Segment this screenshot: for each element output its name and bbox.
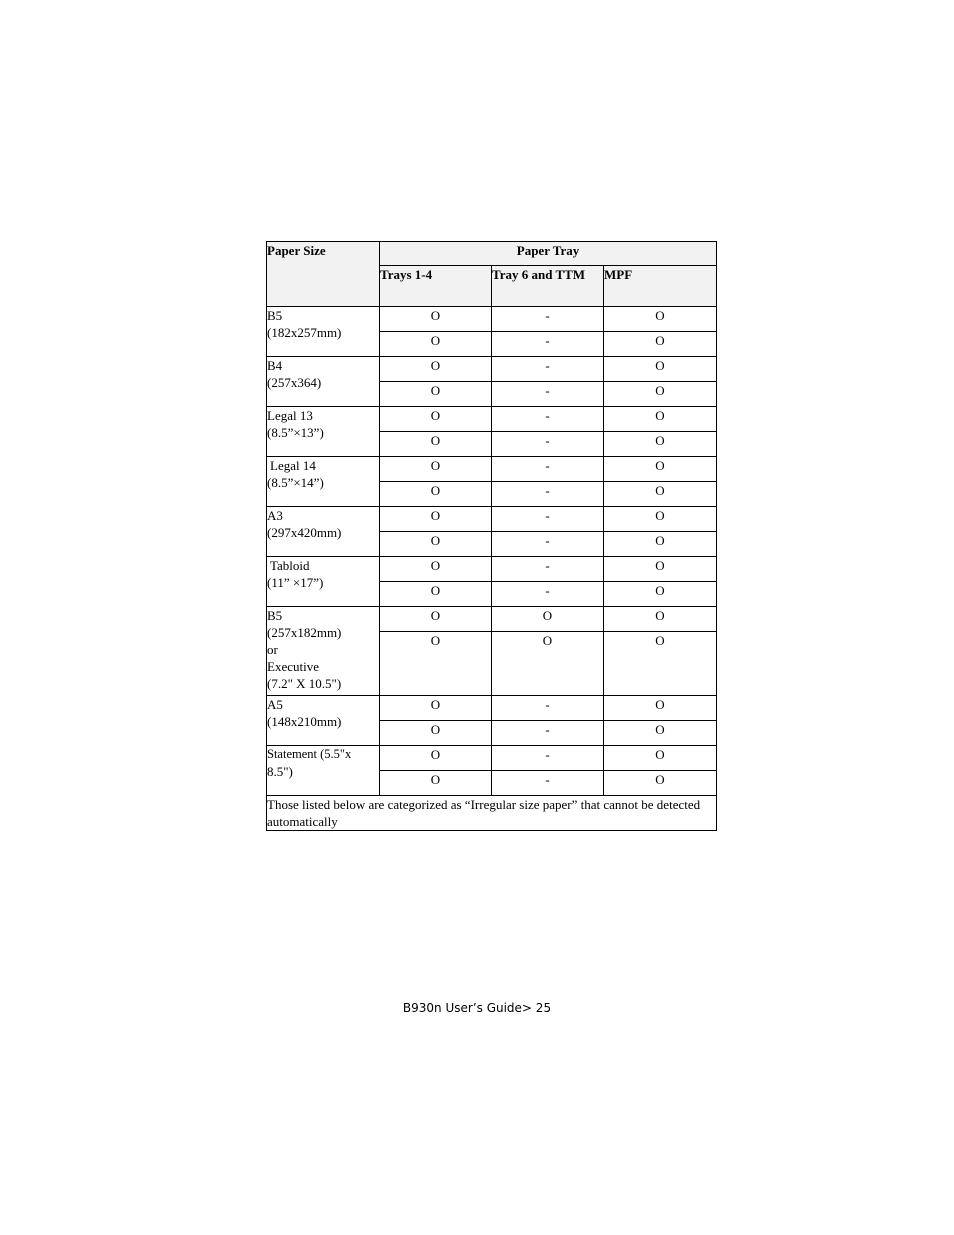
mpf-value: O (604, 696, 717, 721)
header-paper-tray: Paper Tray (380, 242, 717, 266)
size-dimensions: (8.5”×14”) (267, 475, 324, 490)
trays-1-4-value: O (380, 507, 492, 532)
paper-size-cell (267, 557, 380, 607)
paper-size-cell (267, 407, 380, 457)
size-or: or (267, 642, 278, 657)
table-row (267, 457, 717, 482)
size-name: Statement (5.5"x (267, 747, 352, 761)
paper-size-table (266, 241, 717, 831)
paper-size-cell (267, 307, 380, 357)
trays-1-4-value: O (380, 746, 492, 771)
trays-1-4-value: O (380, 696, 492, 721)
tray-6-value: O (492, 632, 604, 696)
size-dimensions: (11” ×17”) (267, 575, 324, 590)
mpf-value: O (604, 357, 717, 382)
mpf-value: O (604, 432, 717, 457)
table-row (267, 307, 717, 332)
header-mpf: MPF (604, 266, 717, 307)
trays-1-4-value: O (380, 557, 492, 582)
tray-6-value: - (492, 746, 604, 771)
size-dimensions-alt: (7.2" X 10.5") (267, 676, 342, 691)
table-row (267, 507, 717, 532)
trays-1-4-value: O (380, 721, 492, 746)
paper-size-cell (267, 607, 380, 696)
mpf-value: O (604, 332, 717, 357)
paper-size-cell (267, 507, 380, 557)
trays-1-4-value: O (380, 382, 492, 407)
mpf-value: O (604, 746, 717, 771)
irregular-size-note: Those listed below are categorized as “Irregular size paper” that cannot be detected automatically (267, 796, 717, 831)
size-name: Legal 13 (267, 408, 313, 423)
mpf-value: O (604, 632, 717, 696)
tray-6-value: - (492, 457, 604, 482)
tray-6-value: - (492, 332, 604, 357)
table-row (267, 746, 717, 771)
trays-1-4-value: O (380, 407, 492, 432)
page-footer: B930n User’s Guide> 25 (402, 1001, 552, 1015)
tray-6-value: - (492, 307, 604, 332)
mpf-value: O (604, 532, 717, 557)
tray-6-value: - (492, 771, 604, 796)
trays-1-4-value: O (380, 432, 492, 457)
tray-6-value: - (492, 507, 604, 532)
paper-size-cell (267, 357, 380, 407)
header-paper-size: Paper Size (267, 242, 380, 307)
mpf-value: O (604, 557, 717, 582)
mpf-value: O (604, 507, 717, 532)
tray-6-value: O (492, 607, 604, 632)
trays-1-4-value: O (380, 332, 492, 357)
trays-1-4-value: O (380, 582, 492, 607)
mpf-value: O (604, 407, 717, 432)
paper-size-cell (267, 696, 380, 746)
tray-6-value: - (492, 382, 604, 407)
trays-1-4-value: O (380, 607, 492, 632)
tray-6-value: - (492, 482, 604, 507)
tray-6-value: - (492, 432, 604, 457)
mpf-value: O (604, 771, 717, 796)
mpf-value: O (604, 382, 717, 407)
size-name: A5 (267, 697, 283, 712)
table-row (267, 796, 717, 831)
trays-1-4-value: O (380, 771, 492, 796)
tray-6-value: - (492, 532, 604, 557)
tray-6-value: - (492, 557, 604, 582)
tray-6-value: - (492, 407, 604, 432)
mpf-value: O (604, 607, 717, 632)
trays-1-4-value: O (380, 307, 492, 332)
table-row (267, 696, 717, 721)
size-dimensions: (257x182mm) (267, 625, 342, 640)
size-name: A3 (267, 508, 283, 523)
size-dimensions: (182x257mm) (267, 325, 342, 340)
size-dimensions: 8.5") (267, 764, 293, 779)
size-name: B5 (267, 608, 283, 623)
table-row (267, 407, 717, 432)
size-name-alt: Executive (267, 659, 319, 674)
size-name: B5 (267, 308, 283, 323)
size-dimensions: (297x420mm) (267, 525, 342, 540)
size-dimensions: (8.5”×13”) (267, 425, 324, 440)
table-row (267, 357, 717, 382)
header-trays-1-4: Trays 1-4 (380, 266, 492, 307)
trays-1-4-value: O (380, 457, 492, 482)
header-tray-6-ttm: Tray 6 and TTM (492, 266, 604, 307)
trays-1-4-value: O (380, 482, 492, 507)
tray-6-value: - (492, 357, 604, 382)
tray-6-value: - (492, 721, 604, 746)
paper-size-cell (267, 457, 380, 507)
size-name: Legal 14 (270, 458, 316, 473)
size-dimensions: (148x210mm) (267, 714, 342, 729)
tray-6-value: - (492, 696, 604, 721)
paper-size-cell (267, 746, 380, 796)
mpf-value: O (604, 307, 717, 332)
table-row (267, 557, 717, 582)
mpf-value: O (604, 582, 717, 607)
mpf-value: O (604, 721, 717, 746)
trays-1-4-value: O (380, 632, 492, 696)
tray-6-value: - (492, 582, 604, 607)
size-name: B4 (267, 358, 283, 373)
table-row (267, 607, 717, 632)
mpf-value: O (604, 457, 717, 482)
trays-1-4-value: O (380, 357, 492, 382)
mpf-value: O (604, 482, 717, 507)
size-name: Tabloid (270, 558, 310, 573)
trays-1-4-value: O (380, 532, 492, 557)
size-dimensions: (257x364) (267, 375, 322, 390)
